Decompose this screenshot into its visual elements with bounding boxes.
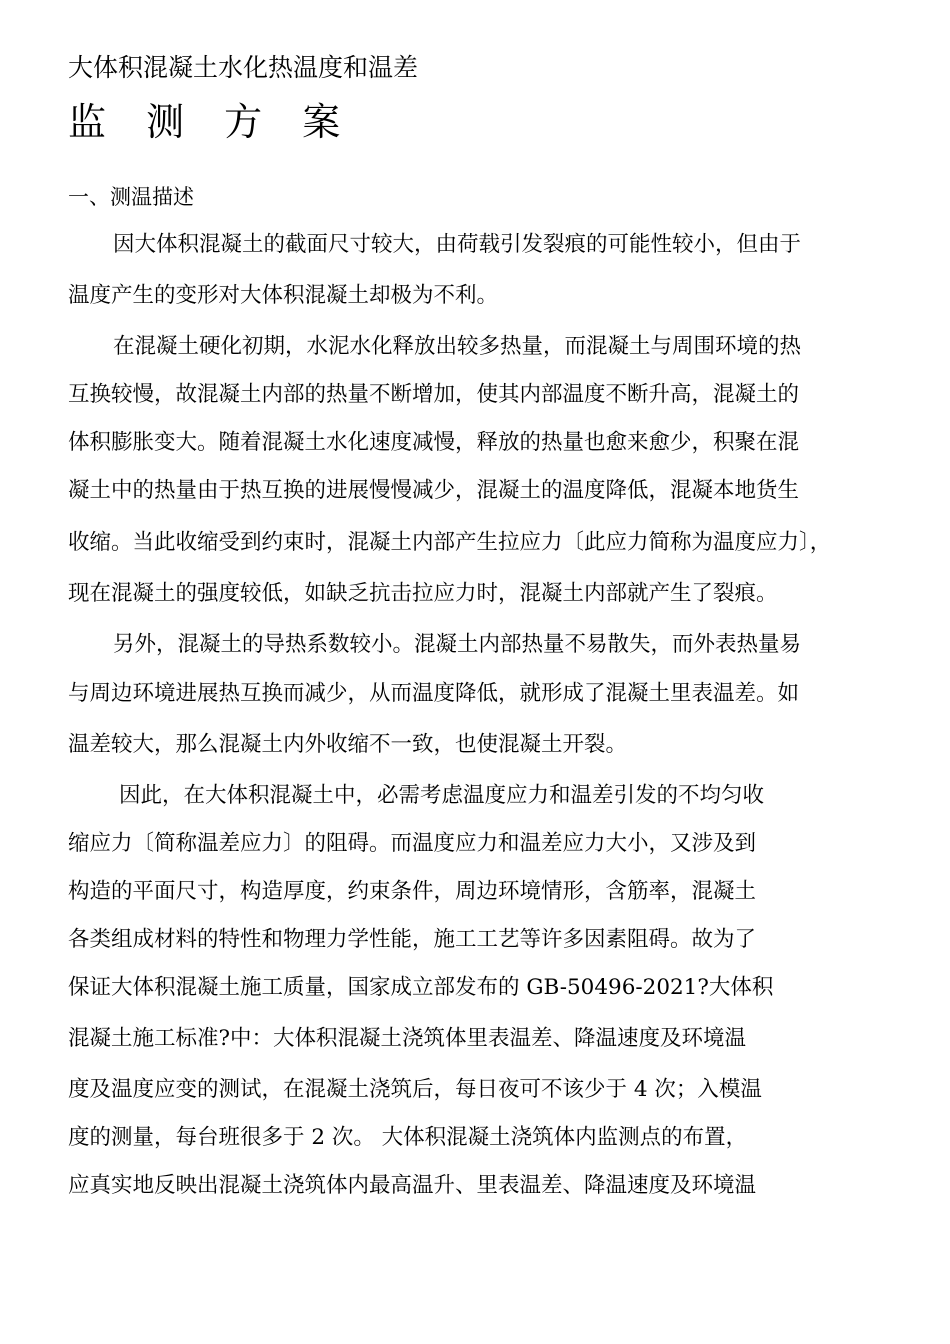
paragraph-line: 度的测量，每台班很多于 2 次。 大体积混凝土浇筑体内监测点的布置， xyxy=(68,1125,748,1150)
paragraph-line: 因此，在大体积混凝土中，必需考虑温度应力和温差引发的不均匀收 xyxy=(119,783,765,808)
paragraph-line: 收缩。当此收缩受到约束时，混凝土内部产生拉应力〔此应力简称为温度应力〕， xyxy=(68,530,832,555)
page-title: 监 测 方 案 xyxy=(68,100,355,144)
paragraph-line: 现在混凝土的强度较低，如缺乏抗击拉应力时，混凝土内部就产生了裂痕。 xyxy=(68,581,778,606)
paragraph-line: 各类组成材料的特性和物理力学性能，施工工艺等许多因素阻碍。故为了 xyxy=(68,927,757,952)
paragraph-line: 构造的平面尺寸，构造厚度，约束条件，周边环境情形，含筋率，混凝土 xyxy=(68,879,757,904)
paragraph-line: 另外，混凝土的导热系数较小。混凝土内部热量不易散失，而外表热量易 xyxy=(113,632,802,657)
paragraph-line: 凝土中的热量由于热互换的进展慢慢减少，混凝土的温度降低，混凝本地货生 xyxy=(68,478,800,503)
section-heading: 一、测温描述 xyxy=(68,185,194,209)
paragraph-line: 度及温度应变的测试，在混凝土浇筑后，每日夜可不该少于 4 次；入模温 xyxy=(68,1077,762,1102)
paragraph-line: 体积膨胀变大。随着混凝土水化速度减慢，释放的热量也愈来愈少，积聚在混 xyxy=(68,430,800,455)
paragraph-line: 应真实地反映出混凝土浇筑体内最高温升、里表温差、降温速度及环境温 xyxy=(68,1173,757,1198)
paragraph-line: 温差较大，那么混凝土内外收缩不一致，也使混凝土开裂。 xyxy=(68,732,628,757)
paragraph-line: 温度产生的变形对大体积混凝土却极为不利。 xyxy=(68,283,499,308)
paragraph-line: 缩应力〔简称温差应力〕的阻碍。而温度应力和温差应力大小，又涉及到 xyxy=(68,831,757,856)
document-header: 大体积混凝土水化热温度和温差 xyxy=(68,53,419,82)
paragraph-line: 在混凝土硬化初期，水泥水化释放出较多热量，而混凝土与周围环境的热 xyxy=(113,334,802,359)
paragraph-line: 与周边环境进展热互换而减少，从而温度降低，就形成了混凝土里表温差。如 xyxy=(68,681,800,706)
paragraph-line: 因大体积混凝土的截面尺寸较大，由荷载引发裂痕的可能性较小，但由于 xyxy=(113,232,802,257)
paragraph-line: 混凝土施工标准?中：大体积混凝土浇筑体里表温差、降温速度及环境温 xyxy=(68,1026,747,1051)
paragraph-line: 保证大体积混凝土施工质量，国家成立部发布的 GB-50496-2021?大体积 xyxy=(68,975,774,1000)
paragraph-line: 互换较慢，故混凝土内部的热量不断增加，使其内部温度不断升高，混凝土的 xyxy=(68,382,800,407)
